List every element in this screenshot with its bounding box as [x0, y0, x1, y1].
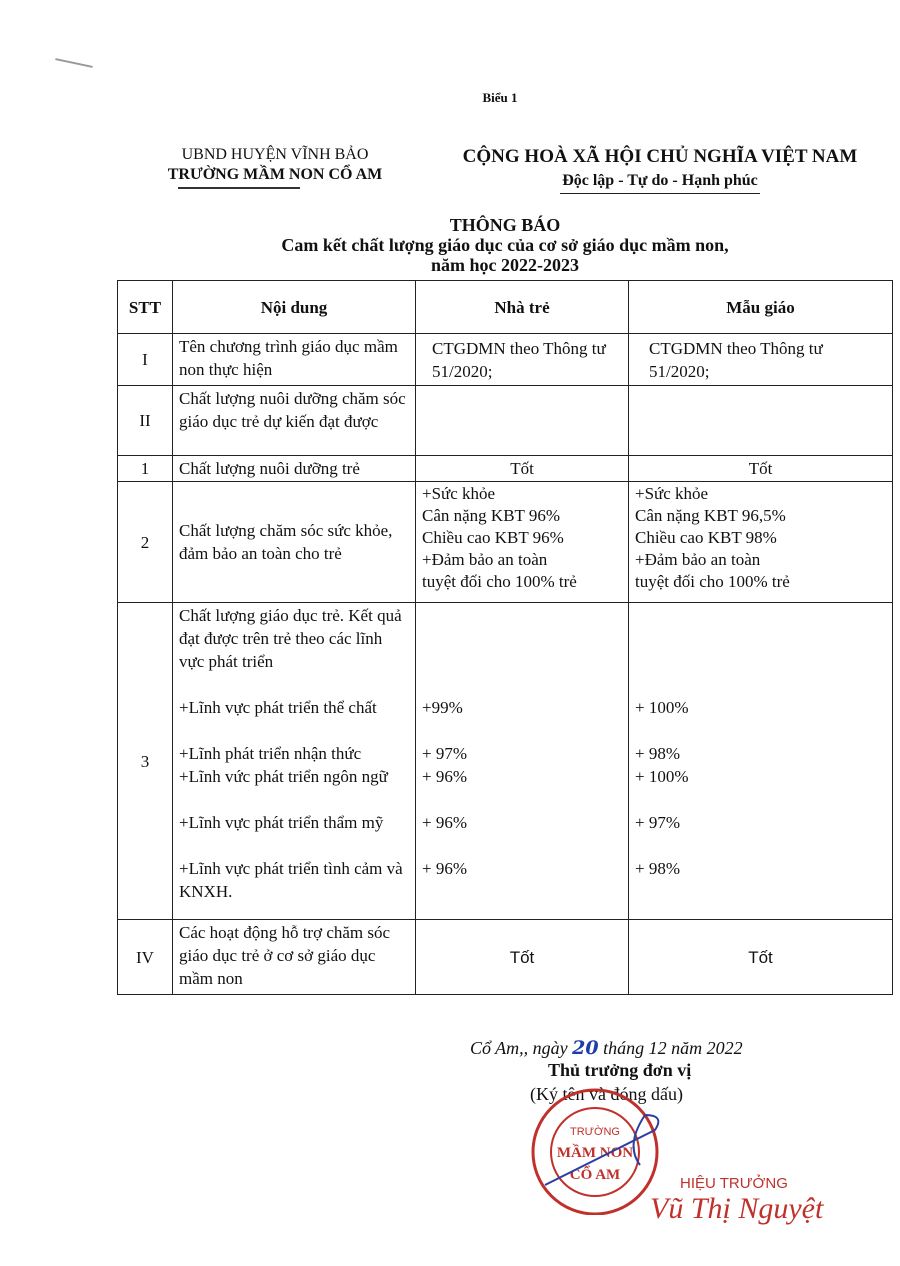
- domain-value: + 98%: [635, 859, 680, 878]
- form-label: Biểu 1: [482, 90, 518, 105]
- row-nha-tre: [416, 482, 629, 603]
- issuer-school: TRƯỜNG MẦM NON CỔ AM: [167, 166, 383, 183]
- row-stt: 3: [118, 603, 173, 920]
- domain-value: + 96%: [422, 767, 467, 786]
- row-nha-tre: Tốt: [416, 456, 629, 482]
- row-nha-tre: Tốt: [416, 920, 629, 995]
- domain-value: + 97%: [635, 813, 680, 832]
- row-stt: IV: [118, 920, 173, 995]
- svg-text:TRƯỜNG: TRƯỜNG: [570, 1126, 620, 1138]
- domain-value: + 100%: [635, 698, 689, 717]
- row-stt: 2: [118, 482, 173, 603]
- row-nha-tre: [416, 386, 629, 456]
- health-line: +Đảm bảo an toàn: [635, 550, 761, 569]
- health-line: +Sức khỏe: [635, 484, 709, 503]
- header-nha-tre: Nhà trẻ: [416, 281, 629, 334]
- row-content: Chất lượng nuôi dưỡng trẻ: [173, 456, 416, 482]
- document-title: [117, 215, 893, 275]
- health-line: tuyệt đối cho 100% trẻ: [422, 572, 577, 591]
- row-intro: Chất lượng giáo dục trẻ. Kết quả đạt được trên trẻ theo các lĩnh vực phát triển: [179, 606, 402, 671]
- row-mau-giao: [629, 603, 893, 920]
- domain-value: + 100%: [635, 767, 689, 786]
- scan-mark: [55, 58, 93, 68]
- domain-value: + 97%: [422, 744, 467, 763]
- row-nha-tre: [416, 603, 629, 920]
- health-line: Chiều cao KBT 98%: [635, 528, 777, 547]
- row-content: Chất lượng nuôi dưỡng chăm sóc giáo dục trẻ dự kiến đạt được: [173, 386, 416, 456]
- health-line: +Sức khỏe: [422, 484, 496, 503]
- place-prefix: Cổ Am,, ngày: [470, 1038, 568, 1058]
- domain-label: +Lĩnh vức phát triển ngôn ngữ: [179, 767, 388, 786]
- header-stt: STT: [118, 281, 173, 334]
- health-line: tuyệt đối cho 100% trẻ: [635, 572, 790, 591]
- issuer-header: [140, 145, 410, 185]
- title-heading: THÔNG BÁO: [449, 215, 561, 235]
- table-row: [118, 482, 893, 603]
- svg-text:CỔ AM: CỔ AM: [569, 1167, 621, 1183]
- commitment-table: [117, 280, 893, 995]
- health-line: Cân nặng KBT 96,5%: [635, 506, 786, 525]
- table-row: [118, 334, 893, 386]
- row-content: Chất lượng chăm sóc sức khỏe, đảm bảo an toàn cho trẻ: [173, 482, 416, 603]
- domain-label: +Lĩnh phát triển nhận thức: [179, 744, 362, 763]
- health-line: Cân nặng KBT 96%: [422, 506, 561, 525]
- row-mau-giao: [629, 386, 893, 456]
- row-stt: II: [118, 386, 173, 456]
- signer-title: HIỆU TRƯỞNG: [680, 1175, 788, 1192]
- domain-value: + 96%: [422, 859, 467, 878]
- health-line: +Đảm bảo an toàn: [422, 550, 548, 569]
- date-rest: tháng 12 năm 2022: [603, 1038, 743, 1058]
- table-header-row: [118, 281, 893, 334]
- table-row: [118, 386, 893, 456]
- health-line: Chiều cao KBT 96%: [422, 528, 564, 547]
- national-title: CỘNG HOÀ XÃ HỘI CHỦ NGHĨA VIỆT NAM: [462, 146, 858, 167]
- svg-text:MẦM NON: MẦM NON: [556, 1145, 634, 1161]
- table-row: [118, 456, 893, 482]
- domain-label: +Lĩnh vực phát triển thể chất: [179, 698, 377, 717]
- domain-value: + 98%: [635, 744, 680, 763]
- table-row: [118, 603, 893, 920]
- handwritten-day: 20: [572, 1037, 599, 1059]
- place-date: [470, 1037, 743, 1059]
- sign-note: (Ký tên và đóng dấu): [530, 1084, 683, 1104]
- national-header: [420, 145, 900, 194]
- table-row: [118, 920, 893, 995]
- domain-label: +Lĩnh vực phát triển tình cảm và KNXH.: [179, 859, 403, 901]
- header-content: Nội dung: [173, 281, 416, 334]
- row-mau-giao: CTGDMN theo Thông tư 51/2020;: [629, 334, 893, 386]
- title-line1: Cam kết chất lượng giáo dục của cơ sở giáo dục mầm non,: [281, 235, 729, 255]
- issuer-district: UBND HUYỆN VĨNH BẢO: [181, 146, 369, 163]
- national-motto: Độc lập - Tự do - Hạnh phúc: [560, 169, 760, 194]
- domain-value: +99%: [422, 698, 463, 717]
- row-content: Tên chương trình giáo dục mầm non thực hiện: [173, 334, 416, 386]
- signer-role: Thủ trưởng đơn vị: [548, 1060, 692, 1080]
- domain-value: + 96%: [422, 813, 467, 832]
- row-stt: 1: [118, 456, 173, 482]
- row-nha-tre: CTGDMN theo Thông tư 51/2020;: [416, 334, 629, 386]
- title-line2: năm học 2022-2023: [431, 255, 579, 275]
- domain-label: +Lĩnh vực phát triển thẩm mỹ: [179, 813, 384, 832]
- row-stt: I: [118, 334, 173, 386]
- signer-name: Vũ Thị Nguyệt: [650, 1192, 824, 1225]
- row-mau-giao: Tốt: [629, 456, 893, 482]
- row-mau-giao: Tốt: [629, 920, 893, 995]
- row-mau-giao: [629, 482, 893, 603]
- row-content: Các hoạt động hỗ trợ chăm sóc giáo dục trẻ ở cơ sở giáo dục mầm non: [173, 920, 416, 995]
- divider: [178, 187, 300, 189]
- row-content: [173, 603, 416, 920]
- header-mau-giao: Mẫu giáo: [629, 281, 893, 334]
